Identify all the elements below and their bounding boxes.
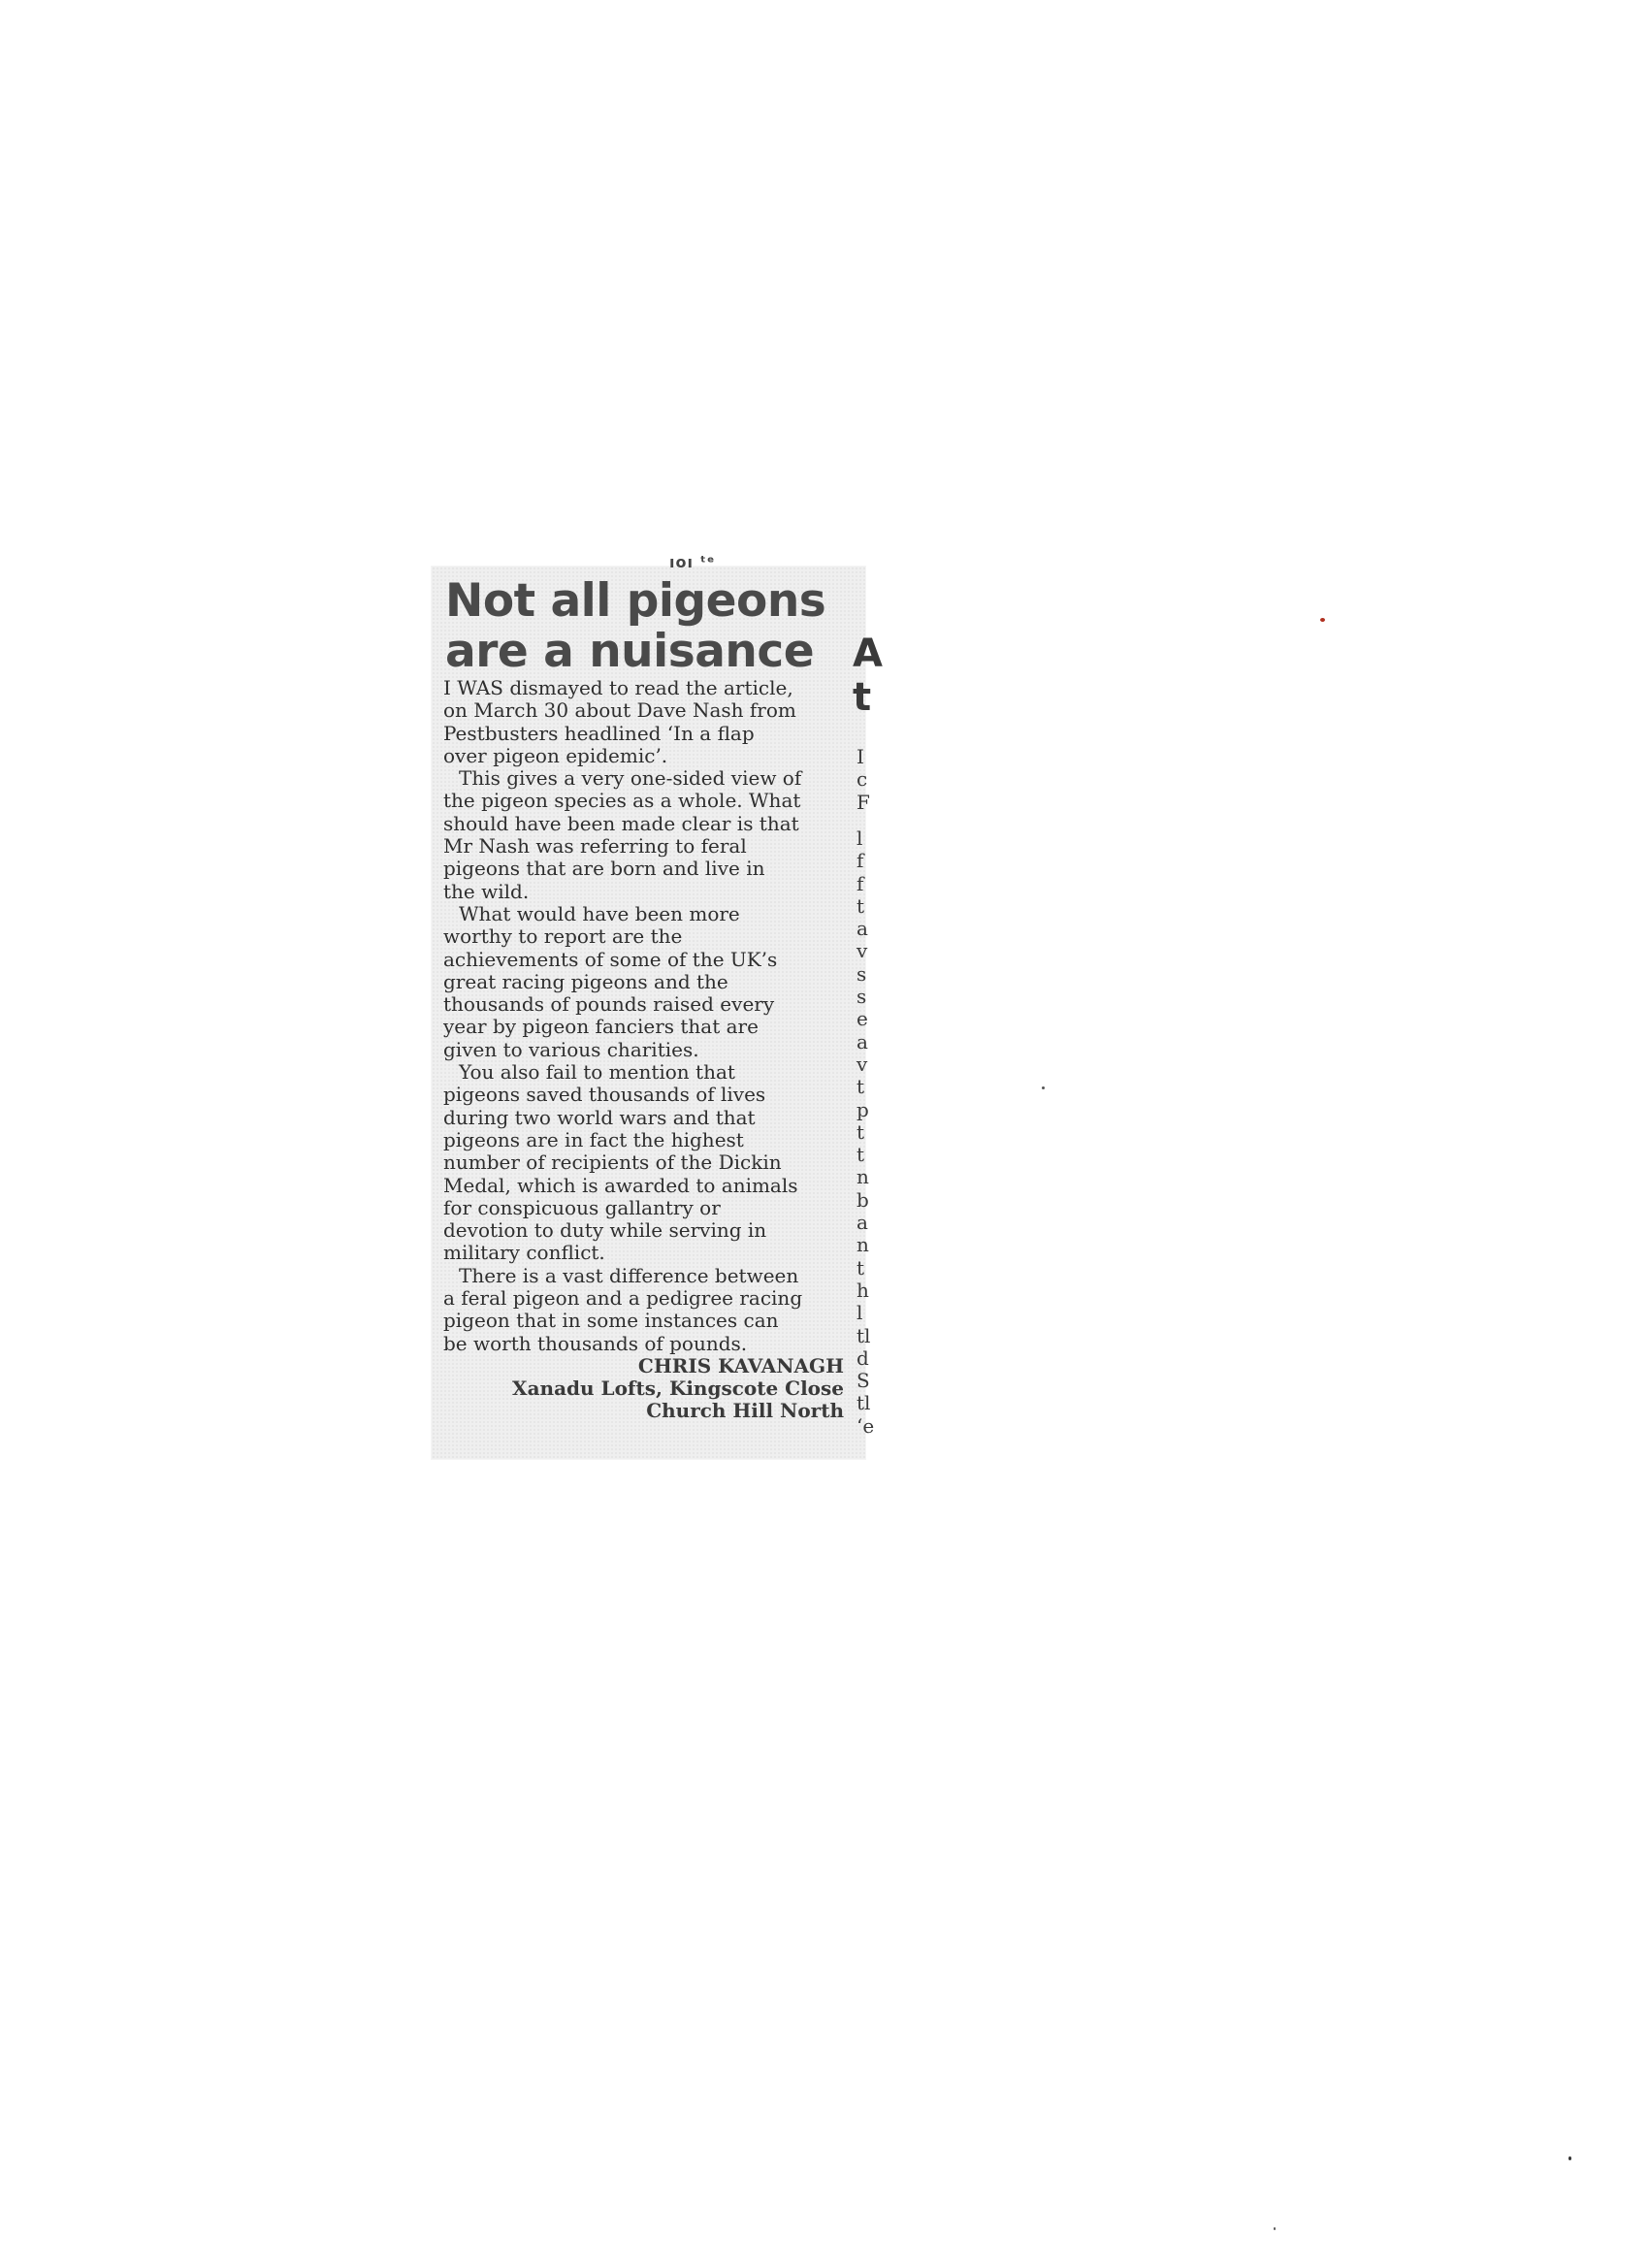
- adjacent-text-fragment: n: [857, 1233, 869, 1257]
- adjacent-text-fragment: a: [857, 1029, 868, 1053]
- adjacent-text-fragment: s: [857, 985, 867, 1008]
- adjacent-text-fragment: l: [857, 826, 863, 850]
- adjacent-text-fragment: n: [857, 1165, 869, 1189]
- body-line: devotion to duty while serving in: [443, 1218, 767, 1243]
- body-line: I WAS dismayed to read the article,: [443, 676, 793, 699]
- body-line: number of recipients of the Dickin: [443, 1150, 782, 1175]
- adjacent-text-fragment: d: [857, 1345, 869, 1370]
- body-line: pigeons are in fact the highest: [443, 1127, 744, 1151]
- adjacent-text-fragment: a: [857, 1211, 868, 1234]
- adjacent-text-fragment: t: [857, 1119, 865, 1144]
- adjacent-text-fragment: p: [857, 1097, 869, 1121]
- headline-line: are a nuisance: [445, 625, 815, 678]
- body-line: pigeon that in some instances can: [443, 1309, 779, 1333]
- adjacent-text-fragment: v: [857, 939, 868, 963]
- body-line: be worth thousands of pounds.: [443, 1331, 748, 1355]
- body-line: over pigeon epidemic’.: [443, 743, 668, 767]
- adjacent-text-fragment: s: [857, 961, 867, 986]
- adjacent-text-fragment: t: [857, 893, 865, 918]
- body-line: a feral pigeon and a pedigree racing: [443, 1286, 803, 1311]
- adjacent-text-fragment: a: [857, 917, 868, 941]
- body-line: worthy to report are the: [443, 924, 683, 949]
- body-line: great racing pigeons and the: [443, 969, 728, 993]
- body-line: the wild.: [443, 879, 530, 903]
- author-address: Xanadu Lofts, Kingscote Close: [512, 1377, 844, 1400]
- adjacent-text-fragment: h: [857, 1278, 869, 1302]
- adjacent-text-fragment: c: [857, 767, 868, 792]
- adjacent-text-fragment: F: [857, 790, 870, 814]
- body-line: on March 30 about Dave Nash from: [443, 698, 796, 723]
- body-line: Medal, which is awarded to animals: [443, 1173, 798, 1197]
- adjacent-text-fragment: tl: [857, 1323, 871, 1347]
- author-name: CHRIS KAVANAGH: [637, 1354, 844, 1377]
- body-line: given to various charities.: [443, 1037, 699, 1061]
- body-line: for conspicuous gallantry or: [443, 1195, 721, 1219]
- body-line: thousands of pounds raised every: [443, 992, 775, 1017]
- author-address: Church Hill North: [646, 1399, 844, 1422]
- adjacent-text-fragment: t: [857, 1075, 865, 1099]
- body-line: pigeons that are born and live in: [443, 857, 765, 881]
- letter-signature: [512, 1355, 844, 1422]
- body-line: the pigeon species as a whole. What: [443, 789, 801, 813]
- adjacent-text-fragment: I: [857, 745, 864, 768]
- body-line: There is a vast difference between: [459, 1263, 799, 1287]
- body-line: What would have been more: [459, 901, 740, 925]
- adjacent-text-fragment: f: [857, 849, 864, 873]
- body-line: Mr Nash was referring to feral: [443, 834, 747, 859]
- adjacent-text-fragment: v: [857, 1052, 868, 1076]
- adjacent-text-fragment: e: [857, 1007, 868, 1031]
- adjacent-text-fragment: tl: [857, 1391, 871, 1415]
- adjacent-headline-letter: t: [853, 675, 872, 720]
- adjacent-text-fragment: ‘e: [857, 1413, 875, 1438]
- adjacent-text-fragment: t: [857, 1143, 865, 1167]
- body-line: You also fail to mention that: [459, 1060, 735, 1085]
- body-line: should have been made clear is that: [443, 811, 799, 835]
- article-headline: [445, 576, 833, 677]
- newspaper-clipping: [432, 553, 883, 1459]
- adjacent-text-fragment: t: [857, 1255, 865, 1280]
- body-line: achievements of some of the UK’s: [443, 947, 778, 971]
- body-line: This gives a very one-sided view of: [459, 766, 802, 791]
- headline-line: Not all pigeons: [445, 574, 826, 628]
- body-line: year by pigeon fanciers that are: [443, 1015, 759, 1039]
- body-line: military conflict.: [443, 1241, 605, 1265]
- adjacent-text-fragment: S: [857, 1369, 870, 1393]
- body-line: Pestbusters headlined ‘In a flap: [443, 721, 755, 745]
- adjacent-text-fragment: b: [857, 1187, 869, 1212]
- dust-speck: [1568, 2156, 1571, 2160]
- adjacent-headline-letter: A: [853, 632, 883, 676]
- dust-speck: [1042, 1086, 1045, 1089]
- adjacent-text-fragment: f: [857, 871, 864, 895]
- letter-body: [443, 677, 851, 1355]
- body-line: during two world wars and that: [443, 1105, 756, 1129]
- dust-speck: [1274, 2227, 1276, 2230]
- adjacent-text-fragment: l: [857, 1301, 863, 1325]
- clipped-previous-headline: ıoı ᵗᵉ: [669, 553, 716, 571]
- body-line: pigeons saved thousands of lives: [443, 1083, 766, 1107]
- red-speck: [1320, 618, 1325, 622]
